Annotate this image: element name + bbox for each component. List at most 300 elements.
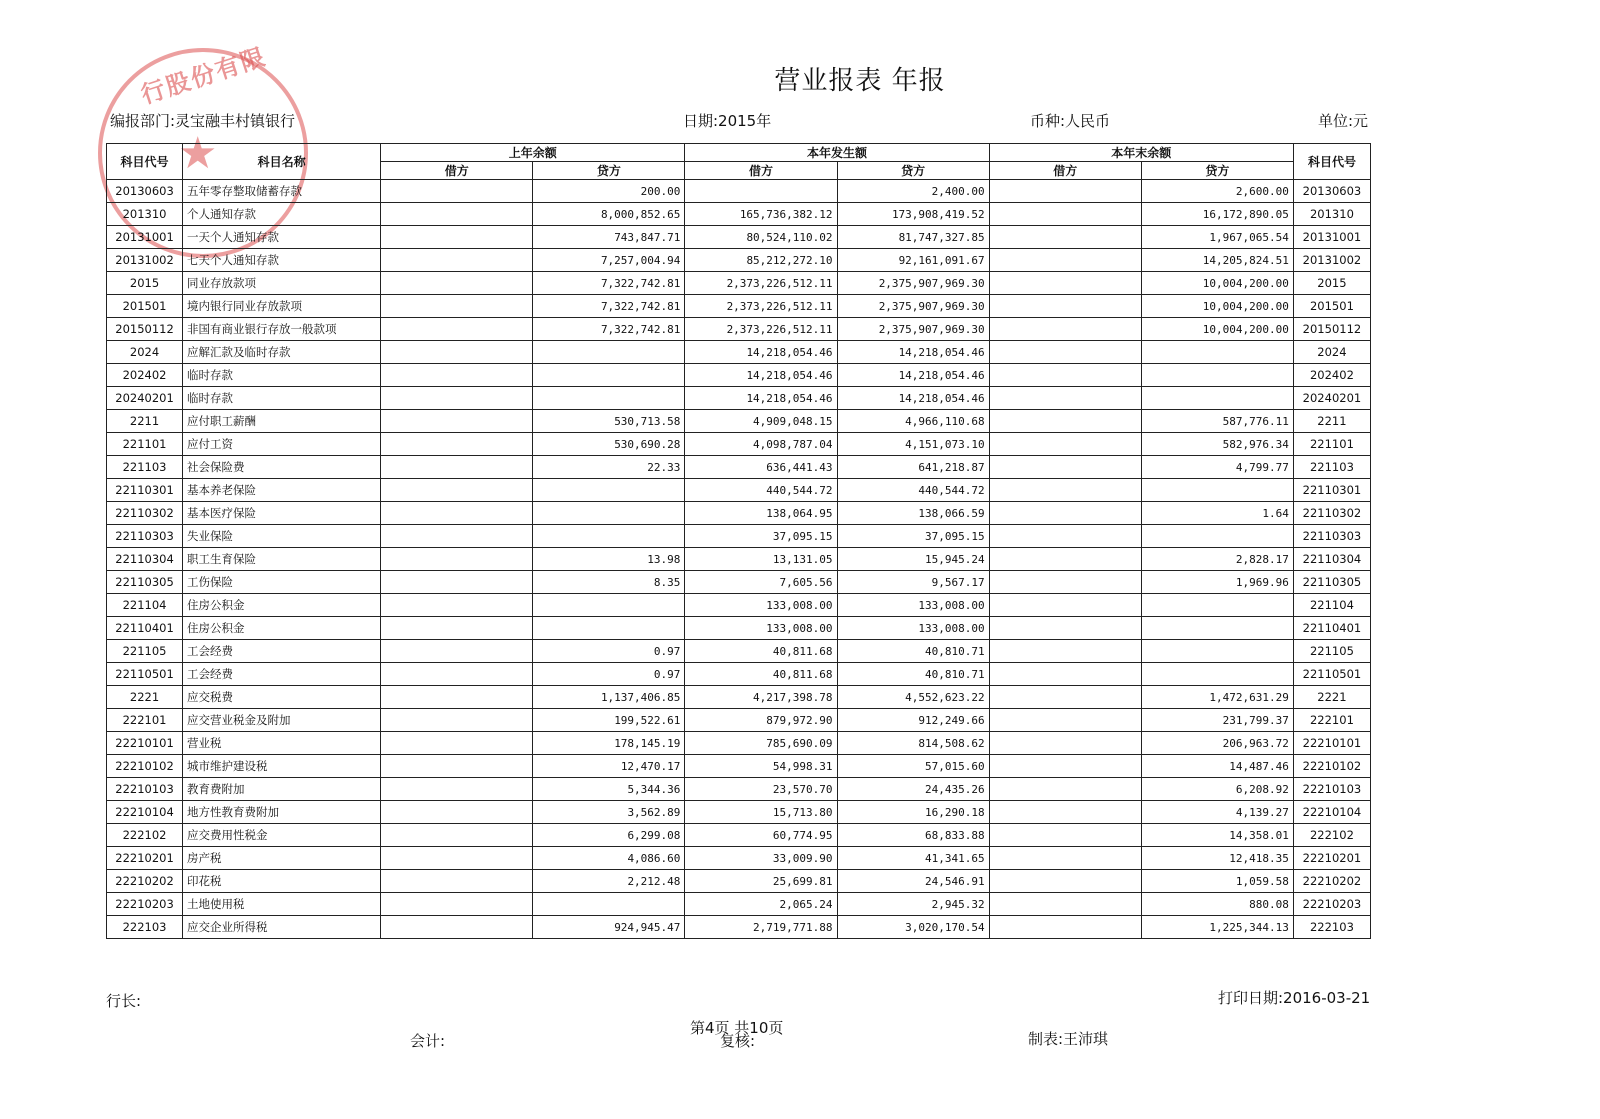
- row-curr-credit: 68,833.88: [837, 824, 989, 847]
- row-end-debit: [989, 663, 1141, 686]
- row-code: 222101: [107, 709, 183, 732]
- row-code: 222103: [107, 916, 183, 939]
- header-name: 科目名称: [183, 144, 381, 180]
- row-curr-credit: 440,544.72: [837, 479, 989, 502]
- header-end-balance: 本年末余额: [989, 144, 1293, 162]
- row-end-credit: 2,828.17: [1141, 548, 1293, 571]
- row-code: 20240201: [107, 387, 183, 410]
- row-code: 221103: [107, 456, 183, 479]
- header-prev-debit: 借方: [381, 162, 533, 180]
- row-end-credit: 206,963.72: [1141, 732, 1293, 755]
- row-name: 一天个人通知存款: [183, 226, 381, 249]
- row-end-debit: [989, 295, 1141, 318]
- row-end-credit: 10,004,200.00: [1141, 318, 1293, 341]
- table-row: [107, 249, 1371, 272]
- row-prev-debit: [381, 525, 533, 548]
- row-prev-debit: [381, 617, 533, 640]
- row-end-credit: [1141, 479, 1293, 502]
- page-indicator: 第4页 共10页: [690, 1019, 784, 1037]
- header-code: 科目代号: [107, 144, 183, 180]
- row-name: 房产税: [183, 847, 381, 870]
- row-end-debit: [989, 502, 1141, 525]
- table-row: [107, 801, 1371, 824]
- row-code-right: 22110302: [1293, 502, 1370, 525]
- row-code: 22110301: [107, 479, 183, 502]
- row-curr-credit: 40,810.71: [837, 640, 989, 663]
- row-end-debit: [989, 824, 1141, 847]
- row-name: 教育费附加: [183, 778, 381, 801]
- table-row: [107, 272, 1371, 295]
- row-curr-credit: 2,945.32: [837, 893, 989, 916]
- row-end-credit: 231,799.37: [1141, 709, 1293, 732]
- row-prev-debit: [381, 870, 533, 893]
- row-code-right: 20130603: [1293, 180, 1370, 203]
- row-prev-credit: 0.97: [533, 640, 685, 663]
- row-name: 非国有商业银行存放一般款项: [183, 318, 381, 341]
- row-name: 应交费用性税金: [183, 824, 381, 847]
- row-end-debit: [989, 755, 1141, 778]
- row-end-credit: 14,205,824.51: [1141, 249, 1293, 272]
- row-prev-debit: [381, 387, 533, 410]
- row-prev-credit: 3,562.89: [533, 801, 685, 824]
- row-name: 基本养老保险: [183, 479, 381, 502]
- row-curr-debit: 636,441.43: [685, 456, 837, 479]
- row-curr-debit: 25,699.81: [685, 870, 837, 893]
- row-curr-credit: 2,400.00: [837, 180, 989, 203]
- table-row: [107, 525, 1371, 548]
- row-code: 20130603: [107, 180, 183, 203]
- row-prev-credit: 12,470.17: [533, 755, 685, 778]
- row-prev-debit: [381, 433, 533, 456]
- row-prev-credit: 530,690.28: [533, 433, 685, 456]
- row-prev-debit: [381, 732, 533, 755]
- row-code: 20131001: [107, 226, 183, 249]
- row-prev-credit: [533, 479, 685, 502]
- row-curr-credit: 641,218.87: [837, 456, 989, 479]
- row-prev-debit: [381, 801, 533, 824]
- table-row: [107, 318, 1371, 341]
- row-curr-debit: 133,008.00: [685, 617, 837, 640]
- row-end-debit: [989, 893, 1141, 916]
- header-prev-balance: 上年余额: [381, 144, 685, 162]
- row-end-debit: [989, 272, 1141, 295]
- row-end-debit: [989, 364, 1141, 387]
- row-code-right: 22110401: [1293, 617, 1370, 640]
- table-row: [107, 732, 1371, 755]
- row-curr-debit: 2,373,226,512.11: [685, 318, 837, 341]
- row-code: 22210201: [107, 847, 183, 870]
- row-name: 职工生育保险: [183, 548, 381, 571]
- preparer-label: 制表:王沛琪: [1028, 1030, 1109, 1048]
- row-end-credit: 14,487.46: [1141, 755, 1293, 778]
- row-curr-debit: 23,570.70: [685, 778, 837, 801]
- row-name: 工伤保险: [183, 571, 381, 594]
- row-code-right: 20131002: [1293, 249, 1370, 272]
- row-end-debit: [989, 249, 1141, 272]
- row-end-credit: [1141, 594, 1293, 617]
- row-end-debit: [989, 640, 1141, 663]
- row-code-right: 2015: [1293, 272, 1370, 295]
- row-curr-credit: 41,341.65: [837, 847, 989, 870]
- header-prev-credit: 贷方: [533, 162, 685, 180]
- row-curr-credit: 15,945.24: [837, 548, 989, 571]
- row-prev-credit: 2,212.48: [533, 870, 685, 893]
- row-curr-credit: 138,066.59: [837, 502, 989, 525]
- row-prev-credit: 5,344.36: [533, 778, 685, 801]
- row-curr-credit: 912,249.66: [837, 709, 989, 732]
- row-name: 社会保险费: [183, 456, 381, 479]
- row-end-debit: [989, 617, 1141, 640]
- row-end-debit: [989, 594, 1141, 617]
- row-prev-credit: [533, 341, 685, 364]
- row-prev-debit: [381, 640, 533, 663]
- header-end-credit: 贷方: [1141, 162, 1293, 180]
- table-row: [107, 456, 1371, 479]
- row-curr-credit: 3,020,170.54: [837, 916, 989, 939]
- row-code: 222102: [107, 824, 183, 847]
- table-row: [107, 663, 1371, 686]
- row-prev-debit: [381, 502, 533, 525]
- table-row: [107, 295, 1371, 318]
- row-curr-credit: 814,508.62: [837, 732, 989, 755]
- row-curr-credit: 2,375,907,969.30: [837, 318, 989, 341]
- row-end-debit: [989, 433, 1141, 456]
- row-prev-debit: [381, 594, 533, 617]
- table-row: [107, 387, 1371, 410]
- row-code: 22210202: [107, 870, 183, 893]
- row-end-debit: [989, 318, 1141, 341]
- row-code-right: 22110304: [1293, 548, 1370, 571]
- row-end-debit: [989, 525, 1141, 548]
- row-code: 201501: [107, 295, 183, 318]
- row-name: 住房公积金: [183, 594, 381, 617]
- row-curr-debit: 13,131.05: [685, 548, 837, 571]
- row-curr-credit: 14,218,054.46: [837, 387, 989, 410]
- table-row: [107, 755, 1371, 778]
- table-row: [107, 548, 1371, 571]
- row-end-debit: [989, 456, 1141, 479]
- row-end-debit: [989, 203, 1141, 226]
- row-name: 应付职工薪酬: [183, 410, 381, 433]
- row-code-right: 22210102: [1293, 755, 1370, 778]
- row-name: 地方性教育费附加: [183, 801, 381, 824]
- row-prev-credit: 8.35: [533, 571, 685, 594]
- row-prev-credit: [533, 502, 685, 525]
- row-end-debit: [989, 778, 1141, 801]
- row-prev-debit: [381, 410, 533, 433]
- row-prev-debit: [381, 249, 533, 272]
- row-end-credit: 1,472,631.29: [1141, 686, 1293, 709]
- row-prev-credit: 6,299.08: [533, 824, 685, 847]
- row-curr-credit: 2,375,907,969.30: [837, 272, 989, 295]
- row-code-right: 20240201: [1293, 387, 1370, 410]
- row-curr-debit: 33,009.90: [685, 847, 837, 870]
- row-code-right: 221101: [1293, 433, 1370, 456]
- president-label: 行长:: [106, 992, 142, 1010]
- table-row: [107, 824, 1371, 847]
- table-row: [107, 916, 1371, 939]
- row-code: 22210203: [107, 893, 183, 916]
- row-end-debit: [989, 709, 1141, 732]
- accountant-label: 会计:: [410, 1032, 446, 1050]
- row-code: 22210103: [107, 778, 183, 801]
- row-name: 应解汇款及临时存款: [183, 341, 381, 364]
- row-end-debit: [989, 870, 1141, 893]
- row-code-right: 22210201: [1293, 847, 1370, 870]
- header-curr-debit: 借方: [685, 162, 837, 180]
- row-code-right: 2221: [1293, 686, 1370, 709]
- row-end-debit: [989, 732, 1141, 755]
- row-curr-credit: 2,375,907,969.30: [837, 295, 989, 318]
- table-row: [107, 180, 1371, 203]
- row-code: 20131002: [107, 249, 183, 272]
- row-end-credit: 12,418.35: [1141, 847, 1293, 870]
- row-prev-debit: [381, 548, 533, 571]
- row-curr-credit: 37,095.15: [837, 525, 989, 548]
- row-curr-debit: 138,064.95: [685, 502, 837, 525]
- row-prev-credit: 8,000,852.65: [533, 203, 685, 226]
- row-code-right: 222101: [1293, 709, 1370, 732]
- row-name: 工会经费: [183, 640, 381, 663]
- row-prev-credit: [533, 364, 685, 387]
- header-current-amount: 本年发生额: [685, 144, 989, 162]
- row-curr-debit: 4,098,787.04: [685, 433, 837, 456]
- row-prev-debit: [381, 686, 533, 709]
- row-prev-debit: [381, 341, 533, 364]
- row-curr-credit: 4,151,073.10: [837, 433, 989, 456]
- row-prev-debit: [381, 778, 533, 801]
- row-end-debit: [989, 686, 1141, 709]
- row-curr-debit: 40,811.68: [685, 663, 837, 686]
- row-prev-debit: [381, 295, 533, 318]
- seal-star-icon: ★: [178, 128, 218, 179]
- row-end-credit: 1,967,065.54: [1141, 226, 1293, 249]
- row-code-right: 202402: [1293, 364, 1370, 387]
- row-prev-debit: [381, 916, 533, 939]
- row-code: 202402: [107, 364, 183, 387]
- table-row: [107, 870, 1371, 893]
- header-end-debit: 借方: [989, 162, 1141, 180]
- row-end-credit: 14,358.01: [1141, 824, 1293, 847]
- row-name: 失业保险: [183, 525, 381, 548]
- row-prev-debit: [381, 479, 533, 502]
- row-end-debit: [989, 341, 1141, 364]
- row-end-debit: [989, 387, 1141, 410]
- row-code-right: 222102: [1293, 824, 1370, 847]
- row-name: 境内银行同业存放款项: [183, 295, 381, 318]
- row-end-debit: [989, 847, 1141, 870]
- table-row: [107, 410, 1371, 433]
- row-curr-debit: 14,218,054.46: [685, 387, 837, 410]
- row-name: 土地使用税: [183, 893, 381, 916]
- row-code-right: 2024: [1293, 341, 1370, 364]
- row-prev-credit: 200.00: [533, 180, 685, 203]
- table-row: [107, 479, 1371, 502]
- row-code: 22110303: [107, 525, 183, 548]
- row-code: 22110304: [107, 548, 183, 571]
- row-end-credit: [1141, 364, 1293, 387]
- row-end-credit: [1141, 387, 1293, 410]
- row-code: 22110305: [107, 571, 183, 594]
- table-row: [107, 594, 1371, 617]
- row-curr-credit: 92,161,091.67: [837, 249, 989, 272]
- row-name: 个人通知存款: [183, 203, 381, 226]
- row-end-debit: [989, 548, 1141, 571]
- row-end-credit: 1,059.58: [1141, 870, 1293, 893]
- row-code-right: 22210203: [1293, 893, 1370, 916]
- row-curr-debit: 60,774.95: [685, 824, 837, 847]
- row-end-credit: 4,139.27: [1141, 801, 1293, 824]
- row-curr-credit: 24,546.91: [837, 870, 989, 893]
- row-prev-debit: [381, 364, 533, 387]
- row-code-right: 221104: [1293, 594, 1370, 617]
- row-prev-debit: [381, 456, 533, 479]
- row-prev-credit: 7,322,742.81: [533, 295, 685, 318]
- row-name: 营业税: [183, 732, 381, 755]
- row-curr-credit: 24,435.26: [837, 778, 989, 801]
- ledger-body: [107, 180, 1371, 939]
- row-prev-debit: [381, 663, 533, 686]
- row-curr-debit: 440,544.72: [685, 479, 837, 502]
- row-code-right: 201310: [1293, 203, 1370, 226]
- row-curr-debit: 14,218,054.46: [685, 341, 837, 364]
- row-end-credit: [1141, 617, 1293, 640]
- row-curr-credit: 4,552,623.22: [837, 686, 989, 709]
- row-end-debit: [989, 180, 1141, 203]
- row-end-credit: [1141, 341, 1293, 364]
- row-curr-debit: 2,373,226,512.11: [685, 272, 837, 295]
- row-name: 应付工资: [183, 433, 381, 456]
- row-code: 221101: [107, 433, 183, 456]
- row-name: 基本医疗保险: [183, 502, 381, 525]
- row-end-debit: [989, 479, 1141, 502]
- row-end-credit: 1,969.96: [1141, 571, 1293, 594]
- row-code-right: 20131001: [1293, 226, 1370, 249]
- row-code-right: 22110301: [1293, 479, 1370, 502]
- row-end-credit: 880.08: [1141, 893, 1293, 916]
- row-prev-credit: 178,145.19: [533, 732, 685, 755]
- row-end-credit: [1141, 525, 1293, 548]
- table-row: [107, 364, 1371, 387]
- row-end-credit: 6,208.92: [1141, 778, 1293, 801]
- row-end-debit: [989, 410, 1141, 433]
- row-code-right: 2211: [1293, 410, 1370, 433]
- row-code-right: 222103: [1293, 916, 1370, 939]
- row-prev-debit: [381, 709, 533, 732]
- header-code-right: 科目代号: [1293, 144, 1370, 180]
- row-code: 22110302: [107, 502, 183, 525]
- row-curr-credit: 9,567.17: [837, 571, 989, 594]
- row-curr-credit: 133,008.00: [837, 617, 989, 640]
- row-prev-credit: 22.33: [533, 456, 685, 479]
- row-curr-credit: 57,015.60: [837, 755, 989, 778]
- row-prev-credit: 743,847.71: [533, 226, 685, 249]
- unit-label: 单位:元: [1318, 112, 1369, 130]
- row-end-credit: 1,225,344.13: [1141, 916, 1293, 939]
- row-code: 22210101: [107, 732, 183, 755]
- row-name: 应交企业所得税: [183, 916, 381, 939]
- row-end-credit: 16,172,890.05: [1141, 203, 1293, 226]
- row-curr-debit: 4,217,398.78: [685, 686, 837, 709]
- row-curr-debit: 14,218,054.46: [685, 364, 837, 387]
- row-name: 同业存放款项: [183, 272, 381, 295]
- row-name: 七天个人通知存款: [183, 249, 381, 272]
- row-code-right: 201501: [1293, 295, 1370, 318]
- table-row: [107, 226, 1371, 249]
- row-prev-credit: 530,713.58: [533, 410, 685, 433]
- row-prev-credit: 0.97: [533, 663, 685, 686]
- row-prev-debit: [381, 824, 533, 847]
- currency-label: 币种:人民币: [1030, 112, 1111, 130]
- row-end-debit: [989, 571, 1141, 594]
- row-name: 印花税: [183, 870, 381, 893]
- row-curr-debit: 54,998.31: [685, 755, 837, 778]
- table-row: [107, 640, 1371, 663]
- row-prev-credit: [533, 617, 685, 640]
- row-prev-credit: [533, 893, 685, 916]
- row-prev-debit: [381, 272, 533, 295]
- row-prev-credit: 1,137,406.85: [533, 686, 685, 709]
- row-prev-debit: [381, 318, 533, 341]
- row-curr-credit: 16,290.18: [837, 801, 989, 824]
- row-curr-debit: 15,713.80: [685, 801, 837, 824]
- row-prev-credit: 13.98: [533, 548, 685, 571]
- row-curr-credit: 4,966,110.68: [837, 410, 989, 433]
- reviewer-label: 复核:: [720, 1032, 756, 1050]
- row-curr-debit: 80,524,110.02: [685, 226, 837, 249]
- ledger-table: [106, 143, 1371, 939]
- row-prev-credit: 4,086.60: [533, 847, 685, 870]
- row-code-right: 20150112: [1293, 318, 1370, 341]
- row-curr-debit: 165,736,382.12: [685, 203, 837, 226]
- row-prev-debit: [381, 893, 533, 916]
- row-code-right: 22210103: [1293, 778, 1370, 801]
- header-curr-credit: 贷方: [837, 162, 989, 180]
- row-code: 2024: [107, 341, 183, 364]
- row-prev-credit: 7,322,742.81: [533, 318, 685, 341]
- row-name: 应交营业税金及附加: [183, 709, 381, 732]
- row-curr-debit: 2,373,226,512.11: [685, 295, 837, 318]
- row-curr-debit: 85,212,272.10: [685, 249, 837, 272]
- row-prev-debit: [381, 755, 533, 778]
- row-curr-credit: 133,008.00: [837, 594, 989, 617]
- row-prev-credit: 7,257,004.94: [533, 249, 685, 272]
- table-row: [107, 686, 1371, 709]
- row-prev-credit: 199,522.61: [533, 709, 685, 732]
- row-end-credit: 2,600.00: [1141, 180, 1293, 203]
- row-curr-credit: 173,908,419.52: [837, 203, 989, 226]
- row-code: 2015: [107, 272, 183, 295]
- row-prev-debit: [381, 226, 533, 249]
- row-name: 住房公积金: [183, 617, 381, 640]
- row-code-right: 221105: [1293, 640, 1370, 663]
- table-row: [107, 847, 1371, 870]
- report-title: 营业报表 年报: [774, 66, 946, 96]
- row-curr-debit: 2,065.24: [685, 893, 837, 916]
- row-code: 201310: [107, 203, 183, 226]
- row-code: 221104: [107, 594, 183, 617]
- table-row: [107, 341, 1371, 364]
- row-end-credit: 1.64: [1141, 502, 1293, 525]
- row-code-right: 221103: [1293, 456, 1370, 479]
- row-code-right: 22110303: [1293, 525, 1370, 548]
- row-curr-debit: 2,719,771.88: [685, 916, 837, 939]
- row-code-right: 22210202: [1293, 870, 1370, 893]
- row-curr-credit: 14,218,054.46: [837, 341, 989, 364]
- row-code: 221105: [107, 640, 183, 663]
- row-name: 临时存款: [183, 364, 381, 387]
- row-code: 2221: [107, 686, 183, 709]
